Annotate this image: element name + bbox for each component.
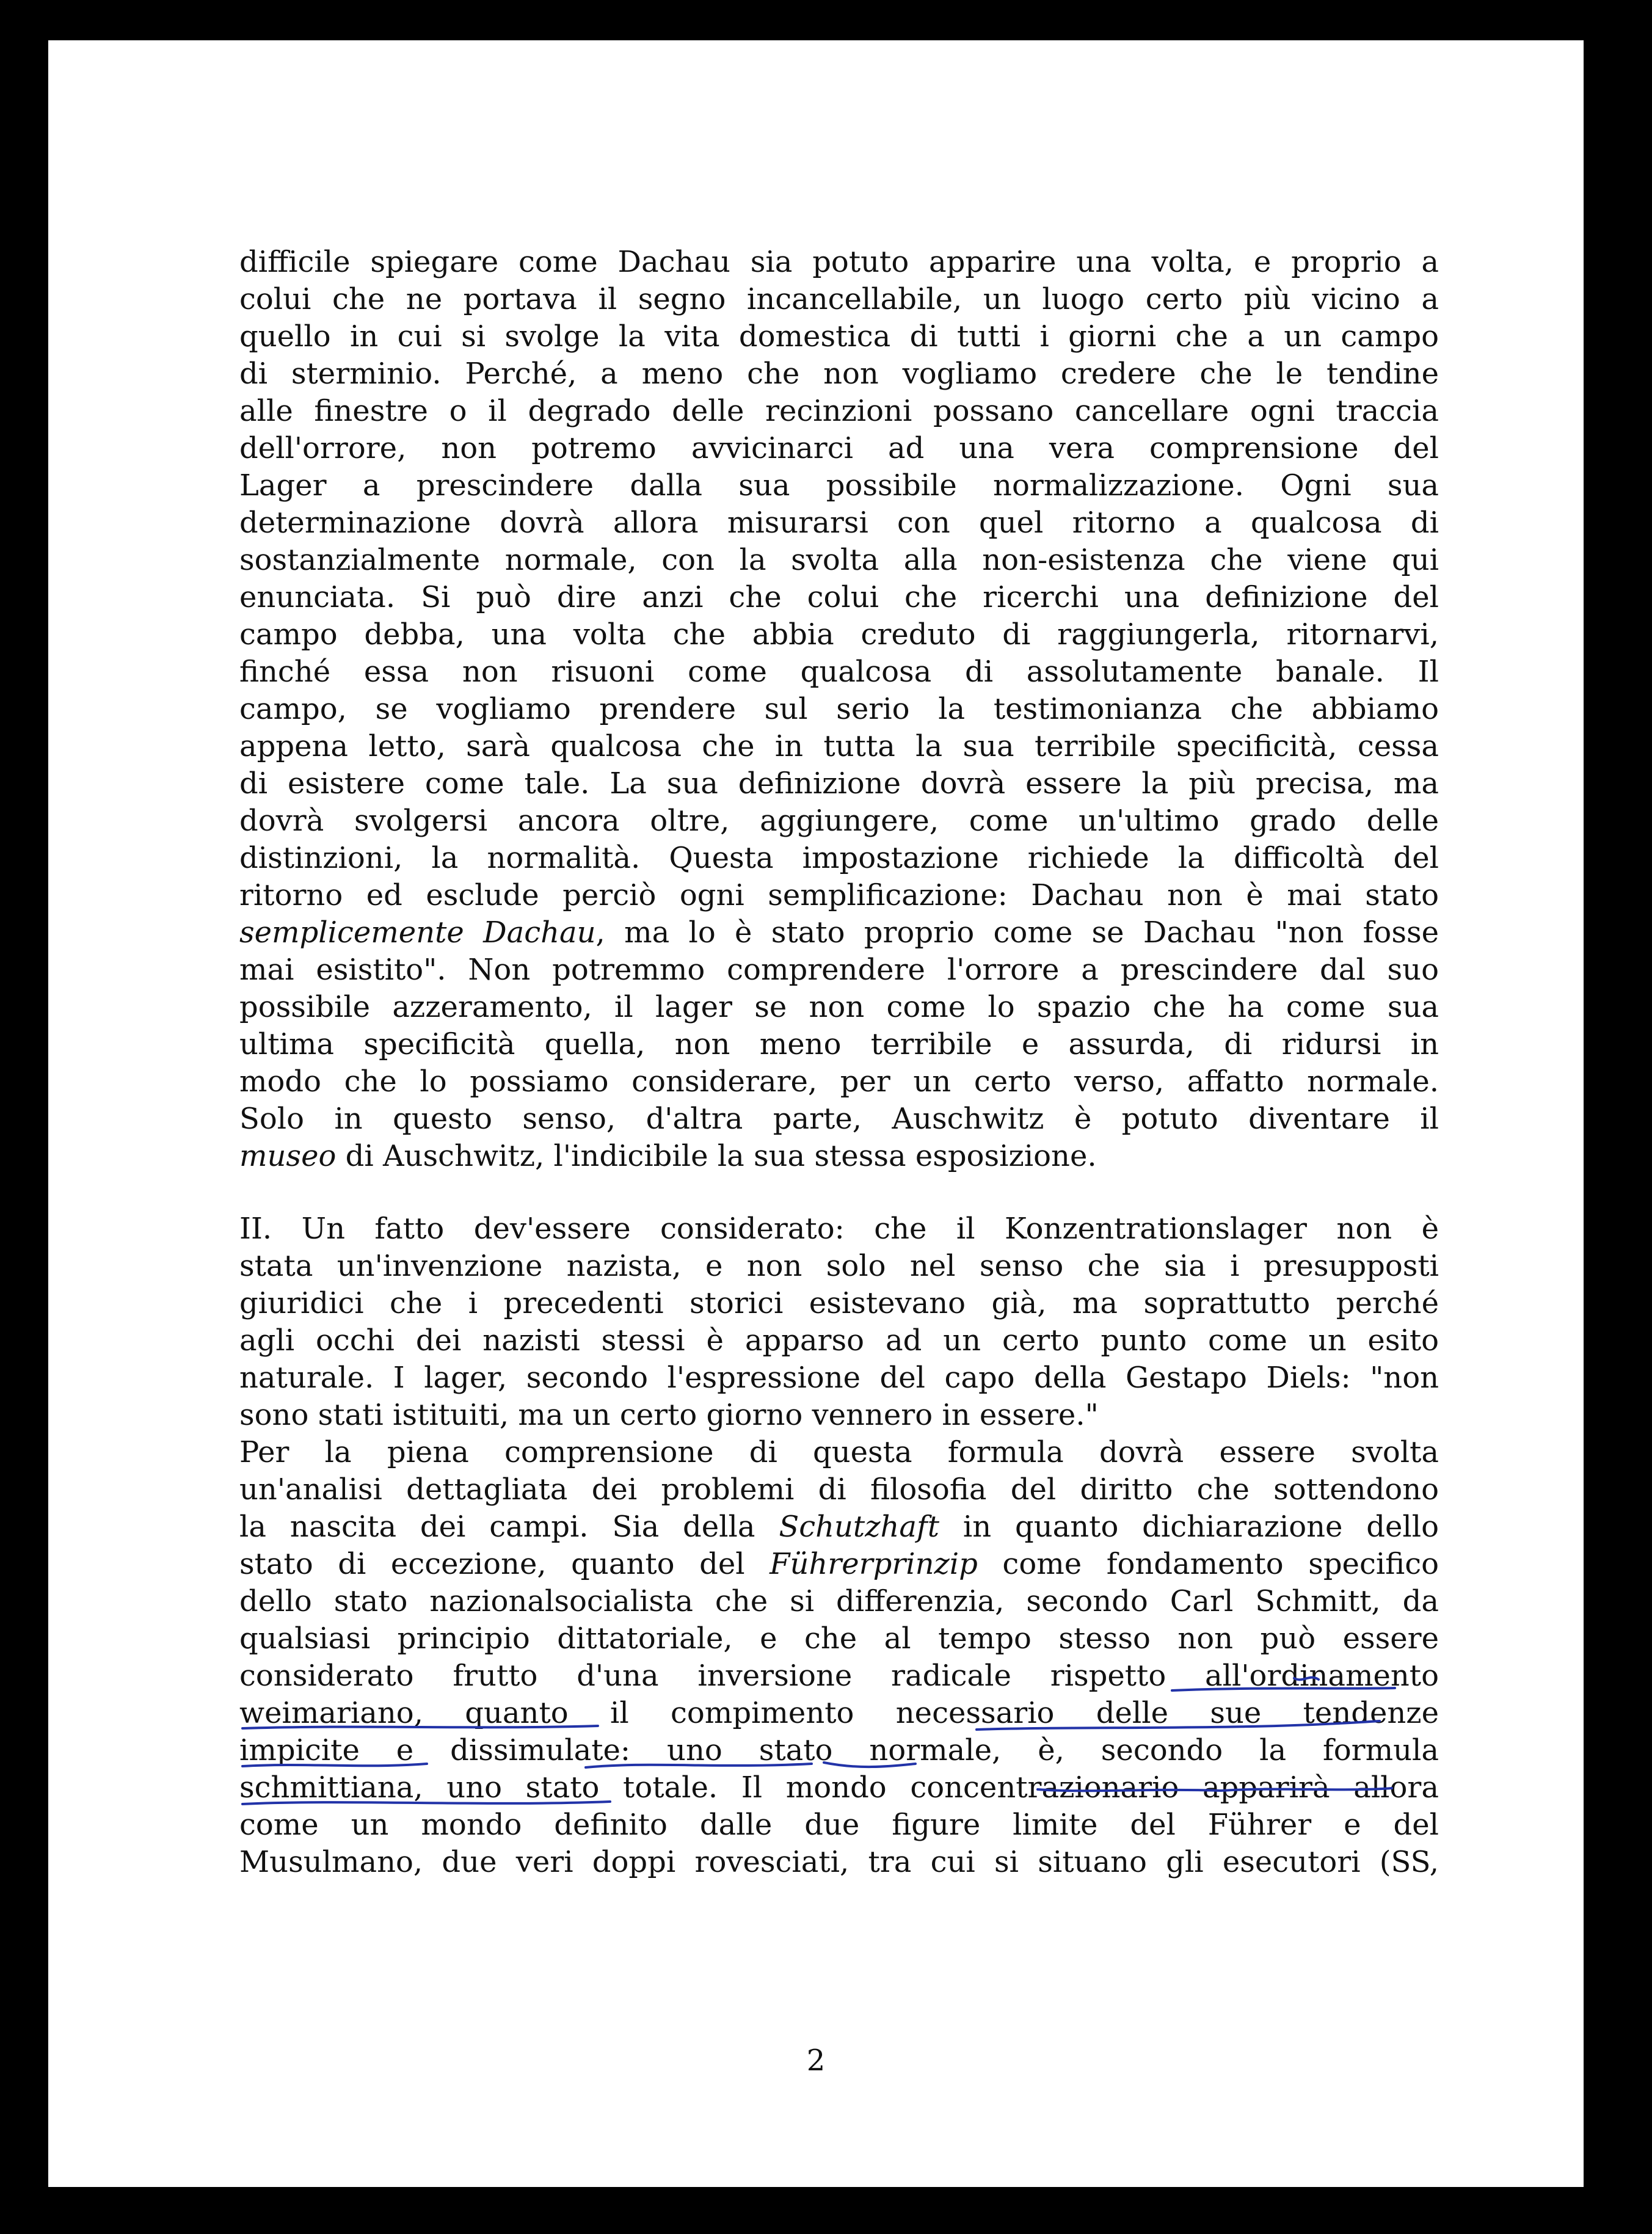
text-line: un'analisi dettagliata dei problemi di filosofia del diritto che sottendono [239,1472,1439,1507]
document-page [48,40,1584,2187]
text-line: stata un'invenzione nazista, e non solo nel senso che sia i presupposti [239,1249,1439,1283]
italic-term: Führerprinzip [770,1547,978,1581]
text-line: dell'orrore, non potremo avvicinarci ad una vera comprensione del [239,431,1439,465]
text-line: stato di eccezione, quanto del Führerprinzip come fondamento specifico [239,1547,1439,1581]
text-line: giuridici che i precedenti storici esistevano già, ma soprattutto perché [239,1286,1439,1320]
text-line: distinzioni, la normalità. Questa impostazione richiede la difficoltà del [239,841,1439,875]
text-line: dello stato nazionalsocialista che si differenzia, secondo Carl Schmitt, da [239,1584,1439,1618]
text-line: agli occhi dei nazisti stessi è apparso ad un certo punto come un esito [239,1323,1439,1358]
text-line: Musulmano, due veri doppi rovesciati, tra cui si situano gli esecutori (SS, [239,1845,1439,1879]
text-line: qualsiasi principio dittatoriale, e che al tempo stesso non può essere [239,1621,1439,1656]
text-line: mai esistito". Non potremmo comprendere l'orrore a prescindere dal suo [239,953,1439,987]
text-line: Solo in questo senso, d'altra parte, Auschwitz è potuto diventare il [239,1102,1439,1136]
text-line: modo che lo possiamo considerare, per un certo verso, affatto normale. [239,1064,1439,1099]
text-line: Lager a prescindere dalla sua possibile normalizzazione. Ogni sua [239,468,1439,503]
text-line: quello in cui si svolge la vita domestica di tutti i giorni che a un campo [239,319,1439,354]
text-line: museo di Auschwitz, l'indicibile la sua stessa esposizione. [239,1139,1097,1173]
text-line: Per la piena comprensione di questa formula dovrà essere svolta [239,1435,1439,1469]
text-line: weimariano, quanto il compimento necessario delle sue tendenze [239,1696,1439,1730]
text-line: di sterminio. Perché, a meno che non vogliamo credere che le tendine [239,357,1439,391]
text-line: colui che ne portava il segno incancellabile, un luogo certo più vicino a [239,282,1439,316]
italic-phrase: museo [239,1139,337,1173]
text-line: ultima specificità quella, non meno terribile e assurda, di ridursi in [239,1027,1439,1061]
italic-term: Schutzhaft [779,1510,940,1544]
text-line: semplicemente Dachau, ma lo è stato proprio come se Dachau "non fosse [239,915,1439,950]
text-line: campo debba, una volta che abbia creduto di raggiungerla, ritornarvi, [239,617,1439,652]
text-line: di esistere come tale. La sua definizione dovrà essere la più precisa, ma [239,766,1439,801]
text-line: naturale. I lager, secondo l'espressione del capo della Gestapo Diels: "non [239,1361,1439,1395]
text-line: appena letto, sarà qualcosa che in tutta la sua terribile specificità, cessa [239,729,1439,763]
text-line: determinazione dovrà allora misurarsi con quel ritorno a qualcosa di [239,506,1439,540]
text-line: II. Un fatto dev'essere considerato: che il Konzentrationslager non è [239,1212,1439,1246]
text-line: impicite e dissimulate: uno stato normale, è, secondo la formula [239,1733,1439,1767]
text-line: schmittiana, uno stato totale. Il mondo concentrazionario apparirà allora [239,1770,1439,1805]
text-line: come un mondo definito dalle due figure limite del Führer e del [239,1808,1439,1842]
body-text [239,244,1439,1881]
text-line: dovrà svolgersi ancora oltre, aggiungere, come un'ultimo grado delle [239,804,1439,838]
text-line: considerato frutto d'una inversione radicale rispetto all'ordinamento [239,1659,1439,1693]
text-line: difficile spiegare come Dachau sia potuto apparire una volta, e proprio a [239,245,1439,279]
text-line: enunciata. Si può dire anzi che colui che ricerchi una definizione del [239,580,1439,614]
text-line: sostanzialmente normale, con la svolta alla non-esistenza che viene qui [239,543,1439,577]
italic-phrase: semplicemente Dachau [239,915,596,950]
text-line: possibile azzeramento, il lager se non come lo spazio che ha come sua [239,990,1439,1024]
text-line: la nascita dei campi. Sia della Schutzhaft in quanto dichiarazione dello [239,1510,1439,1544]
page-number: 2 [806,2043,826,2078]
text-line: ritorno ed esclude perciò ogni semplificazione: Dachau non è mai stato [239,878,1439,912]
text-line: campo, se vogliamo prendere sul serio la testimonianza che abbiamo [239,692,1439,726]
text-line: sono stati istituiti, ma un certo giorno vennero in essere." [239,1398,1099,1432]
text-line: finché essa non risuoni come qualcosa di assolutamente banale. Il [239,655,1439,689]
paragraph-gap [239,1175,1439,1210]
text-line: alle finestre o il degrado delle recinzioni possano cancellare ogni traccia [239,394,1439,428]
